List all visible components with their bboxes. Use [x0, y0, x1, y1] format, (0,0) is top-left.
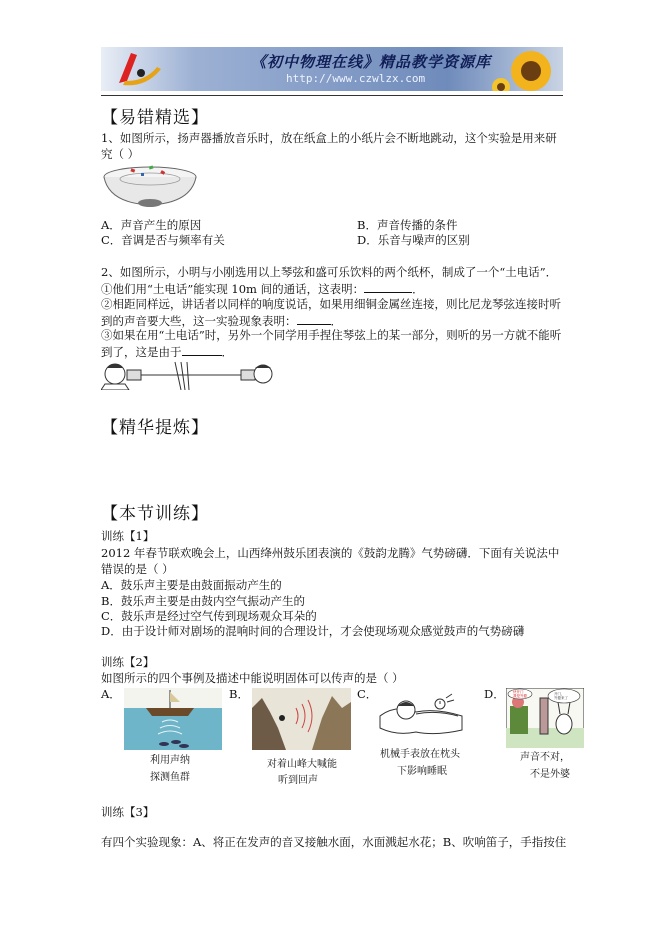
ex1-line1: 2012 年春节联欢晚会上，山西绛州鼓乐团表演的《鼓韵龙腾》气势磅礴．下面有关说法中 — [101, 546, 560, 560]
q2-line1: 2、如图所示，小明与小刚选用以上琴弦和盛可乐饮料的两个纸杯，制成了一个“土电话”． — [101, 265, 558, 279]
caption-b-1: 对着山峰大喊能 — [267, 759, 337, 770]
q2-line6: 到了，这是由于 ． — [101, 345, 233, 359]
mountain-echo-figure — [252, 688, 351, 750]
caption-c-2: 下影响睡眠 — [397, 766, 447, 777]
q1-line2: 究（ ） — [101, 147, 140, 161]
caption-a-2: 探测鱼群 — [150, 772, 190, 783]
watch-pillow-figure — [376, 686, 468, 744]
ex1-line2: 错误的是（ ） — [101, 562, 174, 576]
ex2-label-b: B． — [229, 687, 249, 701]
ex1-option-d: D．由于设计师对剧场的混响时间的合理设计，才会使现场观众感觉鼓声的气势磅礴 — [101, 624, 525, 638]
ex2-label-c: C． — [357, 687, 378, 701]
bubble-right-2: 外婆来了 — [554, 696, 568, 700]
q1-option-d: D．乐音与噪声的区别 — [357, 233, 470, 247]
q2-line5: ③如果在用“土电话”时，另外一个同学用手捏住琴弦上的某一部分，则听的另一方就不能听 — [101, 328, 562, 342]
header-divider — [101, 95, 563, 96]
section-title-summary: 【精华提炼】 — [101, 418, 209, 438]
header-banner — [101, 47, 563, 91]
answer-blank — [364, 280, 412, 293]
ex3-label: 训练【3】 — [101, 805, 155, 819]
speaker-figure — [101, 163, 199, 211]
bubble-left-2: 我是外婆 — [513, 694, 527, 698]
cartoon-figure — [506, 688, 584, 748]
section-title-errors: 【易错精选】 — [101, 108, 209, 128]
caption-d-1: 声音不对， — [520, 752, 570, 763]
string-telephone-figure — [101, 360, 273, 390]
answer-blank — [182, 343, 222, 356]
bubble-left-1: 快开门 — [513, 690, 524, 694]
sonar-figure — [124, 688, 222, 750]
q1-option-b: B．声音传播的条件 — [357, 218, 458, 232]
ex1-label: 训练【1】 — [101, 529, 155, 543]
ex3-line1: 有四个实验现象：A、将正在发声的音叉接触水面，水面溅起水花；B、吹响笛子，手指按住 — [101, 835, 567, 849]
ex2-label-a: A． — [101, 687, 121, 701]
banner-url: http://www.czwlzx.com — [286, 72, 426, 85]
banner-title: 《初中物理在线》精品教学资源库 — [251, 53, 492, 71]
q1-option-a: A．声音产生的原因 — [101, 218, 202, 232]
ex1-option-a: A．鼓乐声主要是由鼓面振动产生的 — [101, 578, 282, 592]
q2-line3: ②相距同样远，讲话者以同样的响度说话，如果用细铜金属丝连接，则比尼龙琴弦连接时听 — [101, 297, 561, 311]
bubble-right-1: 开门， — [554, 692, 565, 696]
section-title-practice: 【本节训练】 — [101, 504, 209, 524]
ex2-line1: 如图所示的四个事例及描述中能说明固体可以传声的是（ ） — [101, 671, 404, 685]
q2-line4: 到的声音要大些，这一实验现象表明： ． — [101, 314, 342, 328]
ex1-option-c: C．鼓乐声是经过空气传到现场观众耳朵的 — [101, 609, 317, 623]
ex2-label: 训练【2】 — [101, 655, 155, 669]
caption-b-2: 听到回声 — [278, 775, 318, 786]
q2-line2: ①他们用“土电话”能实现 10m 间的通话，这表明： ． — [101, 282, 424, 296]
answer-blank — [297, 312, 331, 325]
q1-option-c: C．音调是否与频率有关 — [101, 233, 225, 247]
caption-c-1: 机械手表放在枕头 — [380, 749, 460, 760]
ex1-option-b: B．鼓乐声主要是由鼓内空气振动产生的 — [101, 594, 305, 608]
caption-d-2: 不是外婆 — [530, 769, 570, 780]
q1-line1: 1、如图所示，扬声器播放音乐时，放在纸盒上的小纸片会不断地跳动，这个实验是用来研 — [101, 131, 557, 145]
caption-a-1: 利用声纳 — [150, 755, 190, 766]
ex2-label-d: D． — [484, 687, 505, 701]
